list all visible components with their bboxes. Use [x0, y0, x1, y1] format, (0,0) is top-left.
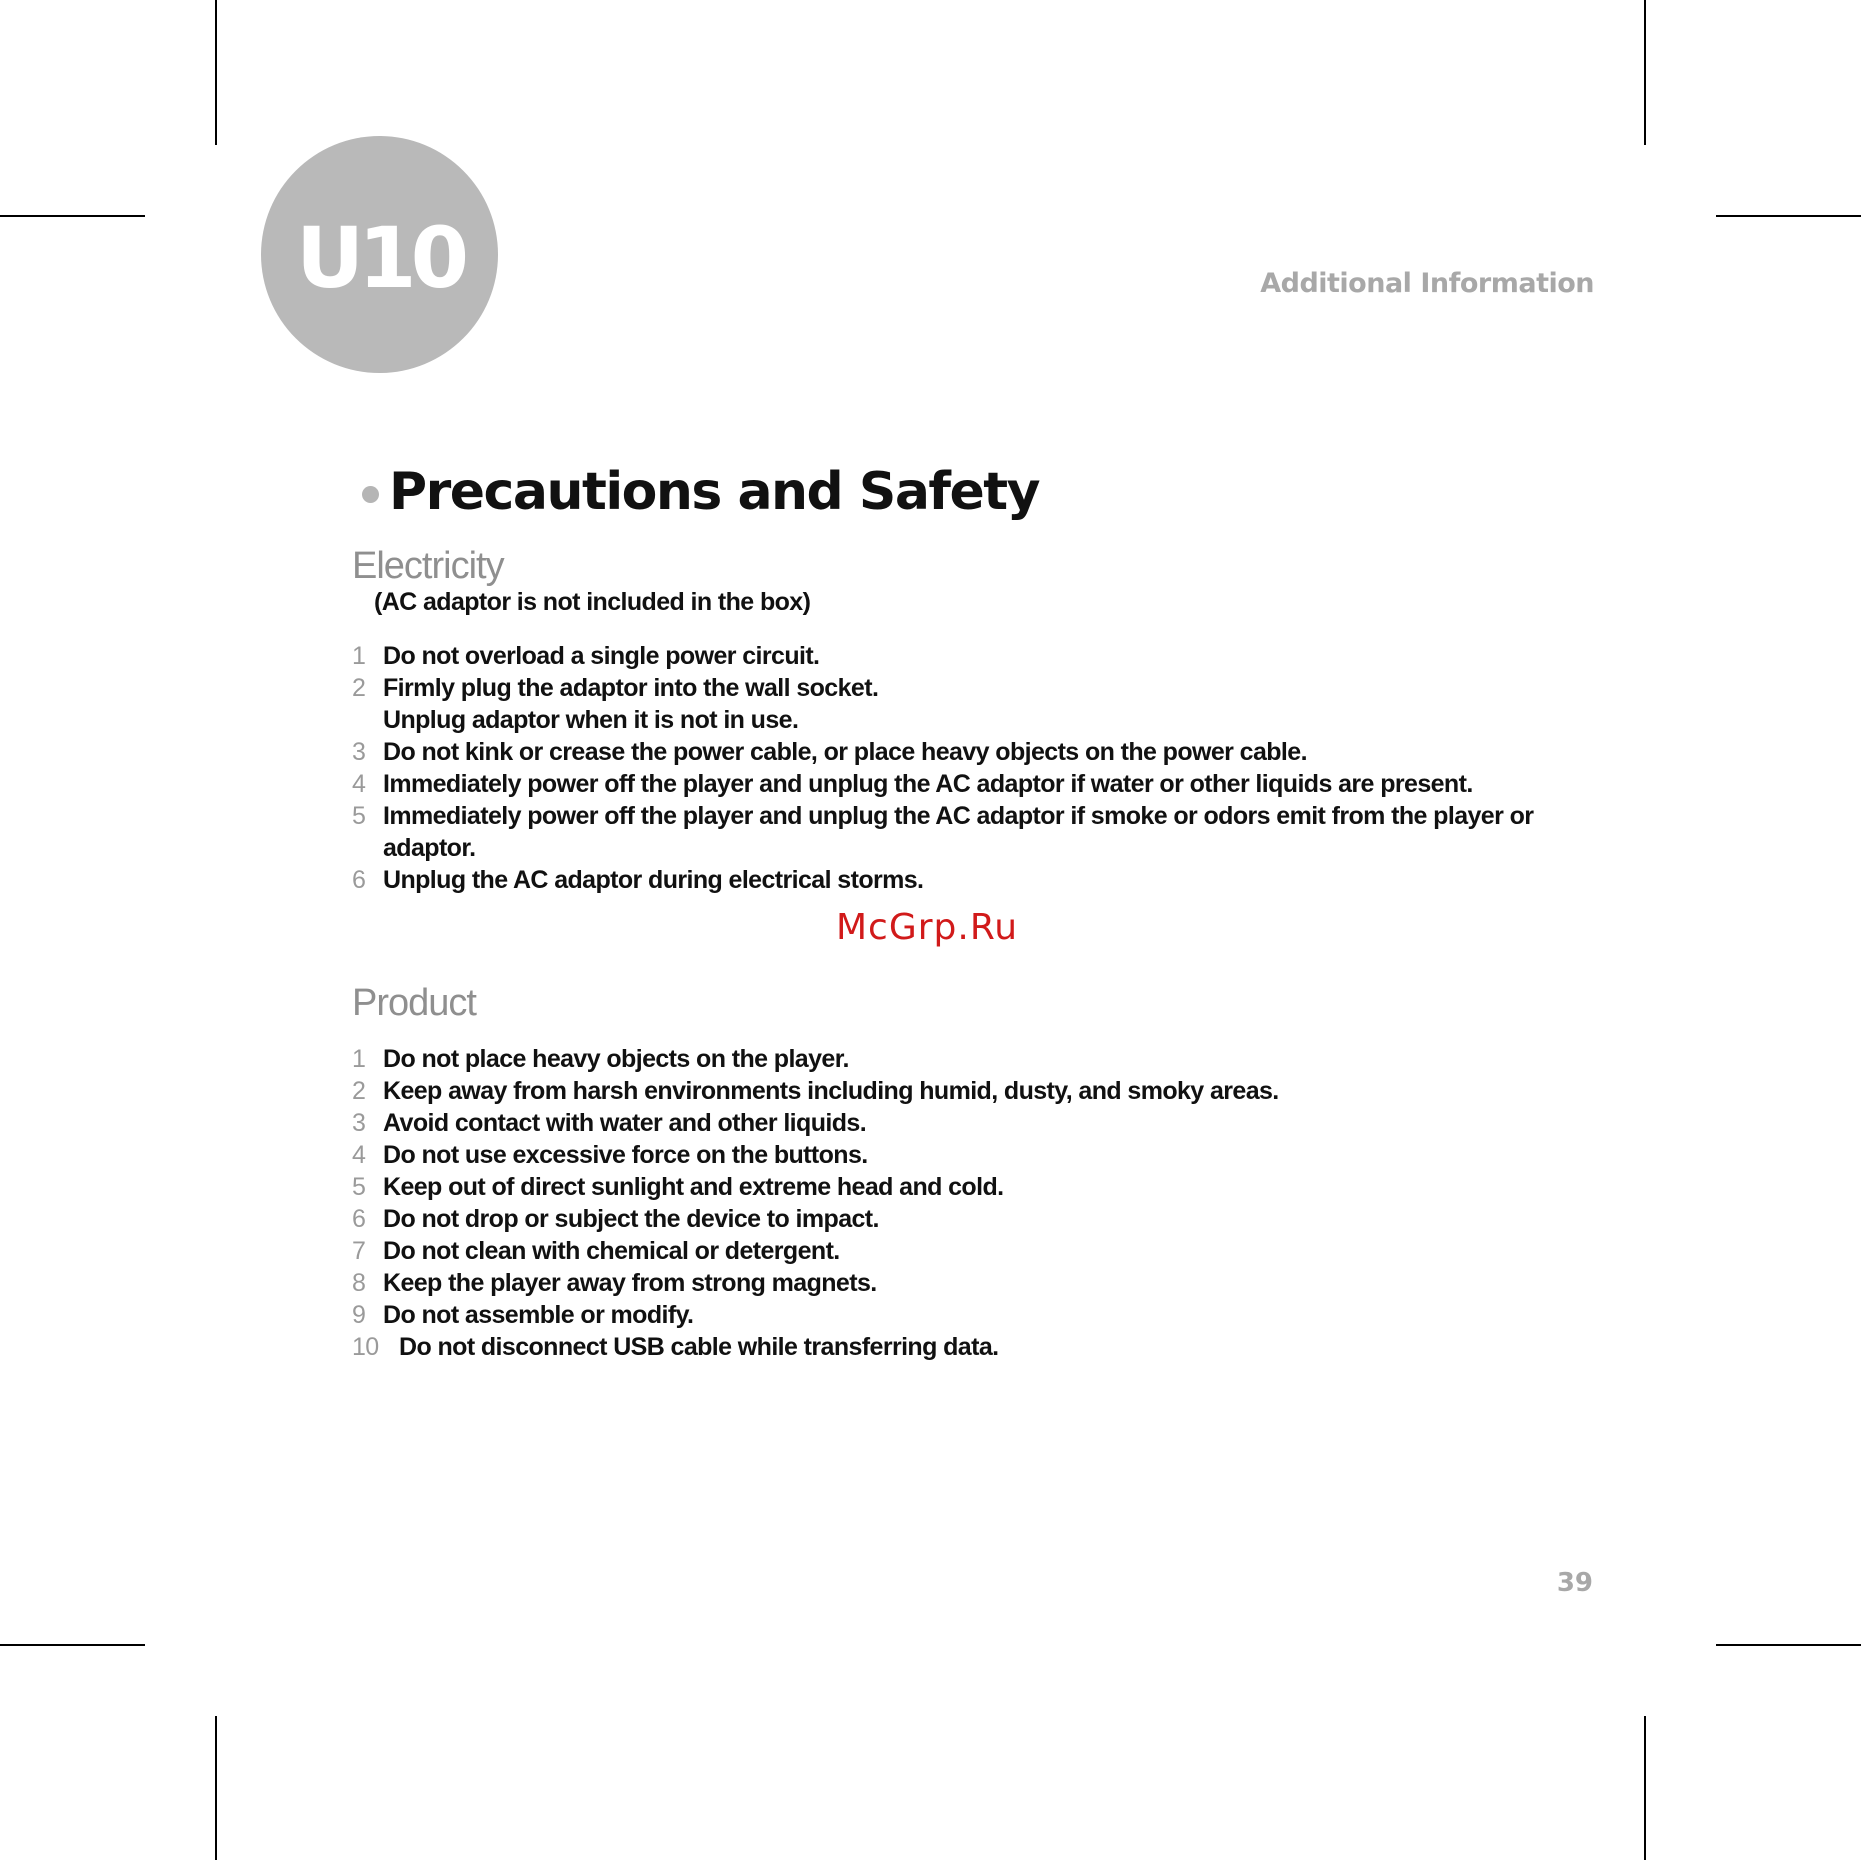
item-number: 1 [352, 1045, 366, 1073]
electricity-note: (AC adaptor is not included in the box) [374, 588, 811, 616]
crop-mark-bottom-left [215, 1716, 217, 1860]
item-number: 8 [352, 1269, 366, 1297]
item-number: 4 [352, 770, 366, 798]
list-item [352, 1107, 1602, 1139]
page-title-block [362, 462, 1039, 522]
page-title: Precautions and Safety [389, 462, 1040, 522]
electricity-list [352, 640, 1602, 896]
item-text: Firmly plug the adaptor into the wall socket. Unplug adaptor when it is not in use. [383, 674, 879, 734]
item-number: 7 [352, 1237, 366, 1265]
item-text: Avoid contact with water and other liquids. [383, 1109, 867, 1137]
item-number: 4 [352, 1141, 366, 1169]
list-item [352, 1331, 1602, 1363]
list-item [352, 864, 1602, 896]
crop-mark-bottom-right [1644, 1716, 1646, 1860]
item-text: Do not place heavy objects on the player. [383, 1045, 849, 1073]
list-item [352, 1171, 1602, 1203]
crop-mark-top-left [215, 0, 217, 145]
list-item [352, 768, 1602, 800]
list-item [352, 640, 1602, 672]
crop-mark-right-bottom [1716, 1644, 1861, 1646]
watermark: McGrp.Ru [836, 907, 1019, 948]
item-number: 3 [352, 738, 366, 766]
item-text: Do not drop or subject the device to impact. [383, 1205, 879, 1233]
list-item [352, 1075, 1602, 1107]
item-number: 6 [352, 866, 366, 894]
logo-badge [261, 136, 498, 373]
item-text: Keep the player away from strong magnets. [383, 1269, 877, 1297]
list-item [352, 1139, 1602, 1171]
item-text: Unplug the AC adaptor during electrical storms. [383, 866, 924, 894]
list-item [352, 1203, 1602, 1235]
item-number: 1 [352, 642, 366, 670]
product-list [352, 1043, 1602, 1363]
crop-mark-right-top [1716, 215, 1861, 217]
item-text: Do not disconnect USB cable while transferring data. [399, 1333, 999, 1361]
crop-mark-left-top [0, 215, 145, 217]
item-number: 3 [352, 1109, 366, 1137]
item-text: Do not use excessive force on the buttons. [383, 1141, 868, 1169]
item-number: 9 [352, 1301, 366, 1329]
item-text: Immediately power off the player and unplug the AC adaptor if smoke or odors emit from the player or adaptor. [383, 802, 1534, 862]
product-heading: Product [352, 982, 476, 1024]
item-number: 5 [352, 1173, 366, 1201]
list-item [352, 1299, 1602, 1331]
section-header: Additional Information [1260, 268, 1594, 299]
item-number: 6 [352, 1205, 366, 1233]
list-item [352, 1043, 1602, 1075]
page-number: 39 [1556, 1568, 1593, 1598]
electricity-heading: Electricity [352, 545, 504, 587]
item-text: Do not clean with chemical or detergent. [383, 1237, 840, 1265]
item-number: 2 [352, 674, 366, 702]
item-text: Do not assemble or modify. [383, 1301, 694, 1329]
crop-mark-left-bottom [0, 1644, 145, 1646]
list-item [352, 736, 1602, 768]
item-number: 2 [352, 1077, 366, 1105]
crop-mark-top-right [1644, 0, 1646, 145]
item-text: Do not kink or crease the power cable, or place heavy objects on the power cable. [383, 738, 1307, 766]
item-number: 10 [352, 1333, 379, 1361]
item-number: 5 [352, 802, 366, 830]
title-bullet-icon [362, 486, 379, 503]
item-text: Immediately power off the player and unplug the AC adaptor if water or other liquids are present. [383, 770, 1473, 798]
list-item [352, 1235, 1602, 1267]
list-item [352, 800, 1602, 864]
list-item [352, 1267, 1602, 1299]
item-text: Keep away from harsh environments including humid, dusty, and smoky areas. [383, 1077, 1279, 1105]
list-item [352, 672, 1602, 736]
item-text: Do not overload a single power circuit. [383, 642, 820, 670]
logo-text: U10 [295, 208, 464, 307]
item-text: Keep out of direct sunlight and extreme head and cold. [383, 1173, 1004, 1201]
